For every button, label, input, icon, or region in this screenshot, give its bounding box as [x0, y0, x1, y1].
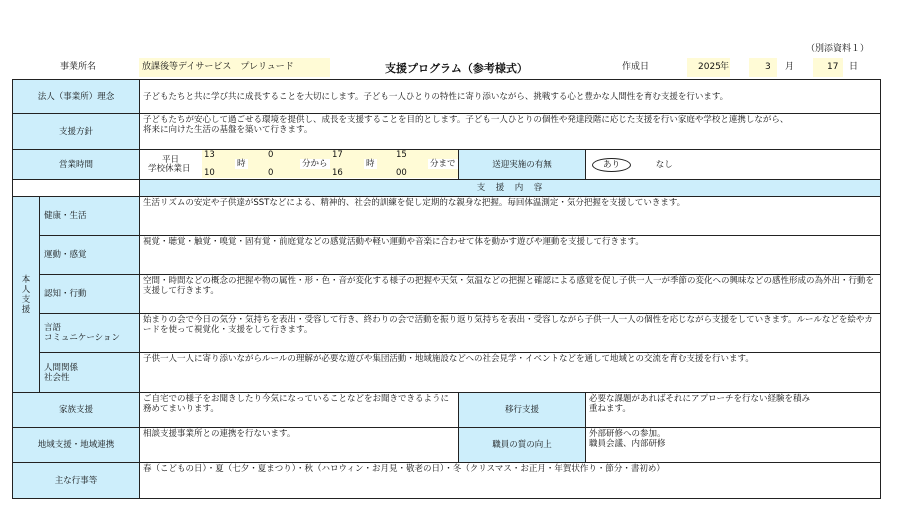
support-row-social — [13, 353, 881, 393]
support-header-row — [13, 180, 881, 197]
support-category-label — [40, 275, 140, 314]
policy-label: 支援方針 — [13, 114, 140, 150]
self-support-char: 支 — [21, 294, 31, 305]
self-support-char: 本 — [21, 274, 31, 285]
start-hour-unit: 時 — [237, 159, 246, 169]
support-category-text: 生活リズムの安定や子供達がSSTなどによる、精神的、社会的訓練を促し定期的な親身な把握。毎回体温測定・気分把握を支援していきます。 — [140, 197, 881, 236]
support-category-label — [40, 197, 140, 236]
community-label: 地域支援・地域連携 — [13, 428, 140, 463]
holiday-end-minute: 00 — [396, 168, 407, 178]
policy-row — [13, 114, 881, 150]
events-text: 春（こどもの日）・夏（七夕・夏まつり）・秋（ハロウィン・お月見・敬老の日）・冬（クリスマス・お正月・年賀状作り・節分・書初め） — [140, 463, 881, 499]
family-label: 家族支援 — [13, 393, 140, 428]
weekday-end-minute: 15 — [396, 150, 407, 160]
end-hour-unit: 時 — [366, 159, 375, 169]
community-row — [13, 428, 881, 463]
holiday-end-hour: 16 — [332, 168, 343, 178]
transition-line-2: 重ねます。 — [589, 404, 631, 414]
transport-no-option[interactable]: なし — [655, 159, 673, 170]
transition-label: 移行支援 — [459, 393, 586, 428]
support-program-table — [12, 79, 881, 499]
support-category-label — [40, 353, 140, 393]
policy-line-1: 子どもたちが安心して過ごせる環境を提供し、成長を支援することを目的とします。子ども一人ひとりの個性や発達段階に応じた支援を行い家庭や学校と連携しながら、 — [143, 115, 789, 125]
support-header-blank — [13, 180, 140, 197]
philosophy-text: 子どもたちと共に学び共に成長することを大切にします。子ども一人ひとりの特性に寄り添いながら、挑戦する心と豊かな人間性を育む支援を行います。 — [140, 80, 881, 114]
annex-note: （別添資料１） — [806, 44, 870, 54]
transition-line-1: 必要な課題があればそれにアプローチを行ない経験を積み — [589, 394, 811, 404]
support-row-language — [13, 314, 881, 353]
until-unit: 分まで — [430, 159, 456, 169]
category-label-line: 人間関係 — [44, 362, 79, 373]
transition-text — [586, 393, 881, 428]
support-row-health — [13, 197, 881, 236]
self-support-char: 人 — [21, 284, 31, 295]
holiday-start-minute: 0 — [268, 168, 274, 178]
staff-label: 職員の質の向上 — [459, 428, 586, 463]
philosophy-label: 法人（事業所）理念 — [13, 80, 140, 114]
family-line-2: 務めてまいります。 — [143, 404, 219, 414]
staff-line-1: 外部研修への参加。 — [589, 429, 666, 439]
support-header: 支 援 内 容 — [140, 180, 881, 197]
weekday-start-hour: 13 — [204, 150, 215, 160]
category-label-line: 言語 — [44, 323, 62, 333]
hours-label: 営業時間 — [13, 150, 140, 180]
philosophy-row — [13, 80, 881, 114]
family-line-1: ご自宅での様子をお聞きしたり今気になっていることなどをお聞きできるように — [143, 394, 450, 404]
weekday-label: 平日 — [162, 155, 180, 165]
holiday-start-hour: 10 — [204, 168, 215, 178]
created-year: 2025 — [698, 62, 721, 72]
self-support-char: 援 — [21, 304, 31, 315]
category-label-line: 運動・感覚 — [44, 250, 87, 260]
hours-cell — [140, 150, 459, 180]
holiday-label: 学校休業日 — [148, 164, 191, 174]
events-row — [13, 463, 881, 499]
staff-line-2: 職員会議、内部研修 — [589, 439, 666, 449]
weekday-end-hour: 17 — [332, 150, 343, 160]
policy-line-2: 将来に向けた生活の基盤を築いて行きます。 — [143, 125, 313, 135]
support-category-text: 空間・時間などの概念の把握や物の属性・形・色・音が変化する様子の把握や天気・気温などの把握と確認による感覚を促し子供一人一が季節の変化への興味などの感性形成の為外出・行動を支援して行きます。 — [140, 275, 881, 314]
family-text — [140, 393, 459, 428]
page-title: 支援プログラム（参考様式） — [385, 62, 528, 75]
family-row — [13, 393, 881, 428]
transport-label: 送迎実施の有無 — [459, 150, 586, 180]
office-name: 放課後等デイサービス プレリュード — [139, 58, 330, 77]
transport-yes-option[interactable]: あり — [592, 158, 631, 172]
support-row-cognition — [13, 275, 881, 314]
self-support-label — [13, 197, 40, 393]
month-unit: 月 — [785, 62, 795, 72]
office-label: 事業所名 — [60, 62, 97, 72]
category-label-line: 認知・行動 — [44, 289, 87, 299]
day-unit: 日 — [849, 62, 859, 72]
events-label: 主な行事等 — [13, 463, 140, 499]
support-category-label — [40, 236, 140, 275]
support-category-text: 視覚・聴覚・触覚・嗅覚・固有覚・前庭覚などの感覚活動や軽い運動や音楽に合わせて体を動かす遊びや運動を支援して行きます。 — [140, 236, 881, 275]
transport-options — [586, 150, 881, 180]
policy-text — [140, 114, 881, 150]
weekday-start-minute: 0 — [268, 150, 274, 160]
category-label-line: コミュニケーション — [44, 333, 120, 343]
support-row-motor — [13, 236, 881, 275]
category-label-line: 健康・生活 — [44, 211, 87, 221]
month-cell — [749, 58, 777, 77]
category-label-line: 社会性 — [44, 372, 70, 383]
created-label: 作成日 — [622, 62, 650, 72]
created-month: 3 — [765, 62, 771, 72]
staff-text — [586, 428, 881, 463]
from-unit: 分から — [302, 159, 328, 169]
year-unit: 年 — [720, 62, 730, 72]
support-category-label — [40, 314, 140, 353]
support-category-text: 始まりの会で今日の気分・気持ちを表出・受容して行き、終わりの会で活動を振り返り気持ちを表出・受容しながら子供一人一人の個性を応じながら支援をしていきます。ルールなどを絵やカードを使って視覚化・支援をして行きます。 — [140, 314, 881, 353]
created-day: 17 — [827, 62, 839, 72]
support-category-text: 子供一人一人に寄り添いながらルールの理解が必要な遊びや集団活動・地域施設などへの社会見学・イベントなどを通して地域との交流を育む支援を行います。 — [140, 353, 881, 393]
hours-row — [13, 150, 881, 180]
community-text: 相談支援事業所との連携を行ないます。 — [140, 428, 459, 463]
